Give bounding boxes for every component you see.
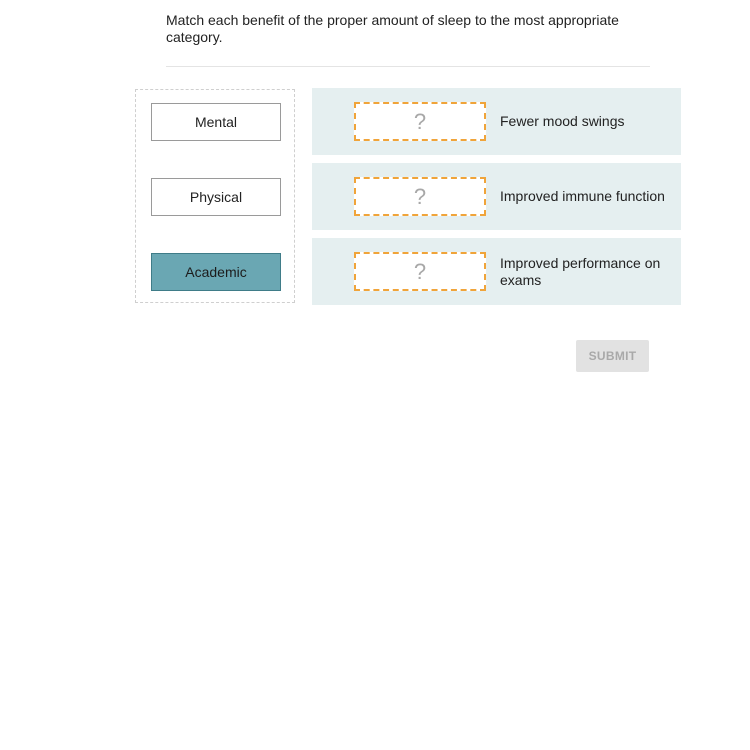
match-row	[312, 88, 681, 155]
category-chip-mental[interactable]: Mental	[151, 103, 281, 141]
match-row	[312, 238, 681, 305]
drop-zone[interactable]: ?	[354, 177, 486, 216]
category-chip-academic[interactable]: Academic	[151, 253, 281, 291]
submit-button[interactable]: SUBMIT	[576, 340, 649, 372]
drop-zone[interactable]: ?	[354, 252, 486, 291]
divider	[166, 66, 650, 67]
benefit-label: Improved immune function	[500, 188, 665, 204]
category-bank	[135, 89, 295, 303]
match-row	[312, 163, 681, 230]
question-prompt: Match each benefit of the proper amount of sleep to the most appropriate category.	[166, 12, 619, 45]
benefit-label: Improved performance on exams	[500, 254, 661, 288]
benefit-label: Fewer mood swings	[500, 113, 625, 129]
category-chip-physical[interactable]: Physical	[151, 178, 281, 216]
drop-zone[interactable]: ?	[354, 102, 486, 141]
